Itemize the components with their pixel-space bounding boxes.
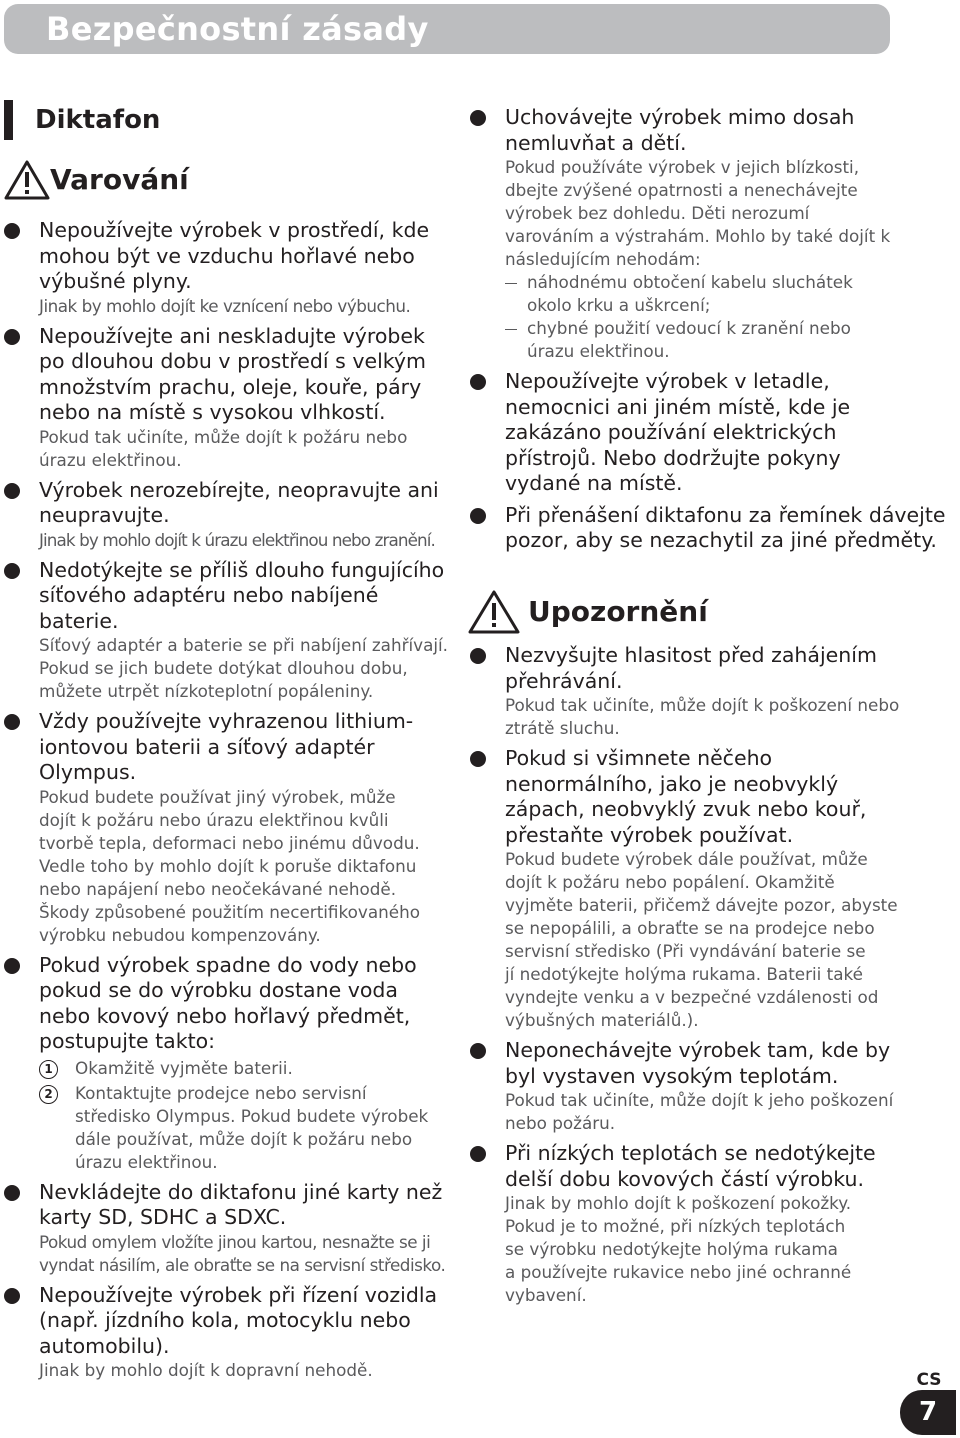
language-code: CS	[916, 1370, 942, 1390]
numbered-step	[39, 1057, 460, 1080]
bullet-icon	[4, 563, 20, 579]
item-detail-line: Jinak by mohlo dojít k poškození pokožky.	[505, 1193, 852, 1213]
bullet-icon	[4, 1185, 20, 1201]
bullet-icon	[470, 751, 486, 767]
item-detail-line: ztrátě sluchu.	[505, 718, 620, 738]
item-detail-line: vybavení.	[505, 1285, 587, 1305]
list-item	[0, 478, 460, 552]
item-detail-line: výrobek bez dohledu. Děti nerozumí	[505, 203, 810, 223]
item-title-line: přestaňte výrobek používat.	[505, 822, 794, 847]
item-title-line: Vždy používejte vyhrazenou lithium-	[39, 709, 414, 733]
dash-item	[505, 271, 960, 317]
item-title-line: Nepoužívejte výrobek v prostředí, kde	[39, 218, 430, 242]
list-item	[466, 643, 960, 740]
item-title-line: Nepoužívejte ani neskladujte výrobek	[39, 323, 425, 348]
step-number: 1	[39, 1060, 58, 1079]
section-title	[4, 100, 160, 140]
list-item	[0, 558, 460, 704]
bullet-icon	[470, 648, 486, 664]
spacer	[466, 1307, 960, 1313]
item-title-line: delší dobu kovových částí výrobku.	[505, 1166, 865, 1191]
spacer	[466, 554, 960, 560]
item-title-line: byl vystaven vysokým teplotám.	[505, 1063, 839, 1088]
item-detail-line: Pokud omylem vložíte jinou kartou, nesnažte se ji	[39, 1231, 431, 1252]
item-title-line: Pokud si všimnete něčeho	[505, 746, 773, 770]
item-detail-line: úrazu elektřinou.	[39, 449, 182, 470]
item-detail-line: nebo napájení nebo neočekávané nehodě.	[39, 878, 397, 899]
caution-heading	[468, 590, 708, 634]
item-detail-line: dbejte zvýšené opatrnosti a nenechávejte	[505, 180, 858, 200]
step-line: úrazu elektřinou.	[75, 1151, 218, 1172]
item-detail-line: Jinak by mohlo dojít ke vznícení nebo výbuchu.	[39, 295, 411, 316]
item-title-line: zápach, neobvyklý zvuk nebo kouř,	[505, 797, 867, 821]
item-detail-line: Škody způsobené použitím necertifikovaného	[39, 901, 420, 922]
item-title-line: Pokud výrobek spadne do vody nebo	[39, 952, 417, 977]
caution-triangle-icon	[468, 590, 520, 634]
page-number: 7	[900, 1390, 956, 1435]
item-title-line: Při přenášení diktafonu za řemínek dávejte	[505, 502, 946, 527]
list-item	[466, 1038, 960, 1135]
item-title-line: množstvím prachu, oleje, kouře, páry	[39, 374, 422, 399]
item-title-line: přístrojů. Nebo dodržujte pokyny	[505, 445, 841, 470]
warning-triangle-icon	[4, 160, 50, 200]
list-item	[0, 218, 460, 318]
numbered-step	[39, 1082, 460, 1174]
item-title-line: iontovou baterii a síťový adaptér Olympus.	[39, 734, 375, 784]
page-title: Bezpečnostní zásady	[46, 10, 429, 48]
bullet-icon	[4, 223, 20, 239]
item-detail-line: můžete utrpět nízkoteplotní popáleniny.	[39, 681, 374, 701]
item-title-line: pokud se do výrobku dostane voda	[39, 978, 398, 1002]
item-detail-line: se nepopálili, a obraťte se na prodejce nebo	[505, 918, 875, 938]
step-number: 2	[39, 1085, 58, 1104]
bullet-icon	[470, 110, 486, 126]
item-title-line: nebo kovový nebo hořlavý předmět,	[39, 1003, 411, 1028]
item-detail-line: Pokud používáte výrobek v jejich blízkosti,	[505, 157, 860, 177]
step-line: středisko Olympus. Pokud budete výrobek	[75, 1105, 429, 1126]
warning-list	[0, 218, 460, 1388]
item-title-line: Nevkládejte do diktafonu jiné karty než	[39, 1179, 443, 1204]
item-title-line: síťového adaptéru nebo nabíjené baterie.	[39, 583, 379, 633]
item-detail-line: nebo požáru.	[505, 1113, 616, 1133]
item-detail-line: Jinak by mohlo dojít k úrazu elektřinou nebo zranění.	[39, 529, 435, 550]
bullet-icon	[4, 714, 20, 730]
item-title-line: postupujte takto:	[39, 1029, 216, 1053]
item-title-line: vydané na místě.	[505, 471, 683, 495]
spacer	[0, 1382, 460, 1388]
item-detail-line: Síťový adaptér a baterie se při nabíjení zahřívají.	[39, 635, 449, 655]
item-detail-line: výrobku nebudou kompenzovány.	[39, 924, 321, 945]
item-detail-line: Jinak by mohlo dojít k dopravní nehodě.	[39, 1360, 373, 1380]
bullet-icon	[4, 483, 20, 499]
item-title-line: Při nízkých teplotách se nedotýkejte	[505, 1141, 876, 1165]
item-detail-line: a používejte rukavice nebo jiné ochranné	[505, 1262, 852, 1282]
item-detail-line: Pokud tak učiníte, může dojít k požáru nebo	[39, 426, 408, 447]
step-line: Okamžitě vyjměte baterii.	[75, 1057, 293, 1078]
bullet-icon	[470, 374, 486, 390]
caution-title: Upozornění	[528, 595, 708, 628]
item-detail-line: servisní středisko (Při vyndávání baterie se	[505, 941, 866, 961]
list-item	[466, 105, 960, 363]
item-detail-line: následujícím nehodám:	[505, 249, 701, 269]
dash-line: úrazu elektřinou.	[527, 341, 670, 361]
item-title-line: Nepoužívejte výrobek při řízení vozidla	[39, 1282, 438, 1307]
item-detail-line: vyndejte venku a v bezpečné vzdálenosti od	[505, 987, 879, 1007]
item-detail-line: výbušných materiálů.).	[505, 1010, 699, 1030]
dash-line: chybné použití vedoucí k zranění nebo	[527, 318, 851, 338]
warning-heading	[4, 160, 189, 200]
item-detail-line: vyjměte baterii, přičemž dávejte pozor, abyste	[505, 895, 898, 915]
item-title-line: přehrávání.	[505, 668, 623, 693]
item-title-line: (např. jízdního kola, motocyklu nebo	[39, 1308, 411, 1332]
list-item	[0, 324, 460, 472]
list-item	[0, 709, 460, 947]
item-detail-line: Pokud se jich budete dotýkat dlouhou dobu,	[39, 658, 408, 678]
list-item	[0, 953, 460, 1174]
item-title-line: po dlouhou dobu v prostředí s velkým	[39, 349, 427, 373]
item-title-line: nebo na místě s vysokou vlhkostí.	[39, 400, 386, 424]
item-title-line: Výrobek nerozebírejte, neopravujte ani	[39, 477, 439, 502]
dash-line: náhodnému obtočení kabelu sluchátek	[527, 272, 853, 292]
bullet-icon	[4, 329, 20, 345]
header-bar	[4, 4, 890, 54]
item-detail-line: Pokud tak učiníte, může dojít k poškození nebo	[505, 695, 900, 715]
item-title-line: Nepoužívejte výrobek v letadle,	[505, 369, 830, 393]
warning-list-continued	[466, 105, 960, 560]
item-title-line: nemocnici ani jiném místě, kde je	[505, 394, 851, 419]
item-detail-line: varováním a výstrahám. Mohlo by také dojít k	[505, 226, 891, 246]
item-detail-line: dojít k požáru nebo popálení. Okamžitě	[505, 872, 835, 892]
dash-line: okolo krku a uškrcení;	[527, 295, 711, 315]
item-title-line: neupravujte.	[39, 503, 170, 527]
bullet-icon	[470, 1146, 486, 1162]
item-title-line: karty SD, SDHC a SDXC.	[39, 1205, 287, 1229]
item-title-line: Nedotýkejte se příliš dlouho fungujícího	[39, 557, 445, 582]
warning-title: Varování	[50, 163, 189, 196]
item-detail-line: Vedle toho by mohlo dojít k poruše diktafonu	[39, 855, 417, 876]
item-title-line: výbušné plyny.	[39, 269, 192, 293]
list-item	[466, 1141, 960, 1307]
list-item	[0, 1283, 460, 1383]
item-detail-line: jí nedotýkejte holýma rukama. Baterii také	[505, 964, 863, 984]
item-detail-line: Pokud tak učiníte, může dojít k jeho poškození	[505, 1090, 894, 1110]
item-title-line: mohou být ve vzduchu hořlavé nebo	[39, 243, 415, 268]
item-detail-line: Pokud je to možné, při nízkých teplotách	[505, 1216, 846, 1236]
item-title-line: nemluvňat a dětí.	[505, 130, 687, 155]
step-line: dále používat, může dojít k požáru nebo	[75, 1128, 413, 1149]
step-line: Kontaktujte prodejce nebo servisní	[75, 1082, 367, 1103]
item-title-line: Uchovávejte výrobek mimo dosah	[505, 105, 855, 129]
dash-item	[505, 317, 960, 363]
item-detail-line: tvorbě tepla, deformaci nebo jinému důvodu.	[39, 832, 420, 853]
item-detail-line: vyndat násilím, ale obraťte se na servisní středisko.	[39, 1254, 446, 1275]
list-item	[466, 746, 960, 1032]
item-title-line: zakázáno používání elektrických	[505, 420, 837, 444]
bullet-icon	[4, 1288, 20, 1304]
section-title-text: Diktafon	[35, 105, 161, 135]
item-detail-line: Pokud budete výrobek dále používat, může	[505, 849, 868, 869]
item-title-line: pozor, aby se nezachytil za jiné předměty.	[505, 528, 937, 552]
item-title-line: nenormálního, jako je neobvyklý	[505, 771, 839, 796]
item-title-line: Nezvyšujte hlasitost před zahájením	[505, 643, 877, 667]
item-detail-line: se výrobku nedotýkejte holýma rukama	[505, 1239, 838, 1259]
list-item	[466, 503, 960, 554]
bullet-icon	[4, 958, 20, 974]
caution-list	[466, 643, 960, 1313]
item-detail-line: dojít k požáru nebo úrazu elektřinou kvůli	[39, 809, 389, 830]
bullet-icon	[470, 1043, 486, 1059]
bullet-icon	[470, 508, 486, 524]
item-title-line: automobilu).	[39, 1333, 170, 1358]
list-item	[0, 1180, 460, 1277]
item-detail-line: Pokud budete používat jiný výrobek, může	[39, 786, 396, 807]
item-title-line: Neponechávejte výrobek tam, kde by	[505, 1038, 891, 1062]
list-item	[466, 369, 960, 497]
